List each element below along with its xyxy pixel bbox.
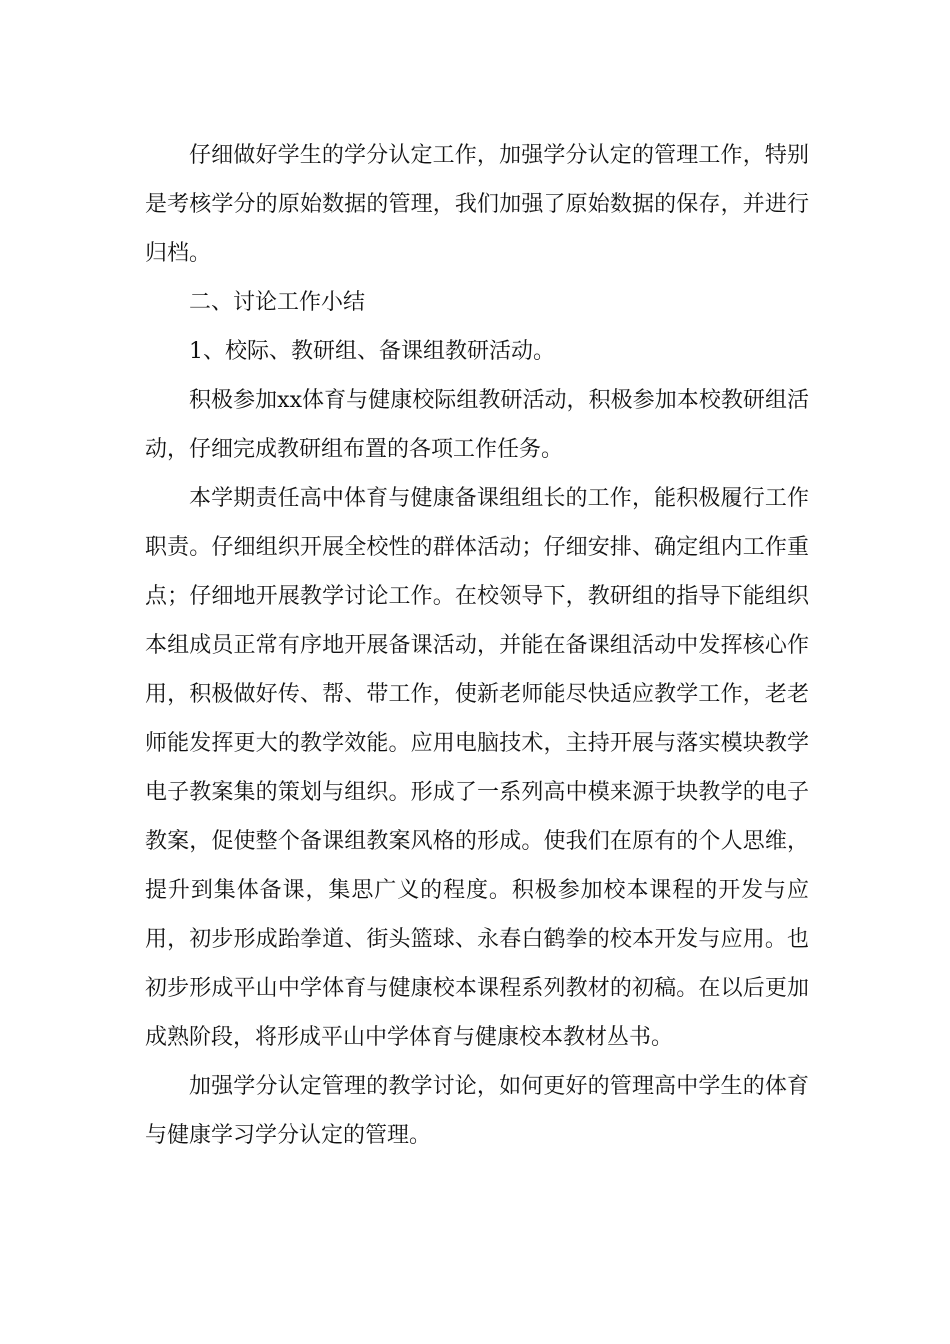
paragraph-credit-records: 仔细做好学生的学分认定工作，加强学分认定的管理工作，特别是考核学分的原始数据的管理，我们加强了原始数据的保存，并进行归档。 (145, 143, 809, 266)
paragraph-inter-school-activities: 积极参加xx体育与健康校际组教研活动，积极参加本校教研组活动，仔细完成教研组布置的各项工作任务。 (145, 388, 809, 462)
section-heading-discussion-summary: 二、讨论工作小结 (189, 290, 366, 315)
subheading-research-activities: 1、校际、教研组、备课组教研活动。 (189, 339, 555, 364)
document-page (145, 131, 809, 1160)
paragraph-lesson-group-leader: 本学期责任高中体育与健康备课组组长的工作，能积极履行工作职责。仔细组织开展全校性的群体活动；仔细安排、确定组内工作重点；仔细地开展教学讨论工作。在校领导下，教研组的指导下能组织本组成员正常有序地开展备课活动，并能在备课组活动中发挥核心作用，积极做好传、帮、带工作，使新老师能尽快适应教学工作，老老师能发挥更大的教学效能。应用电脑技术，主持开展与落实模块教学电子教案集的策划与组织。形成了一系列高中模来源于块教学的电子教案，促使整个备课组教案风格的形成。使我们在原有的个人思维，提升到集体备课，集思广义的程度。积极参加校本课程的开发与应用，初步形成跆拳道、街头篮球、永春白鹤拳的校本开发与应用。也初步形成平山中学体育与健康校本课程系列教材的初稿。在以后更加成熟阶段，将形成平山中学体育与健康校本教材丛书。 (145, 486, 809, 1050)
paragraph-credit-management-research: 加强学分认定管理的教学讨论，如何更好的管理高中学生的体育与健康学习学分认定的管理。 (145, 1074, 809, 1148)
